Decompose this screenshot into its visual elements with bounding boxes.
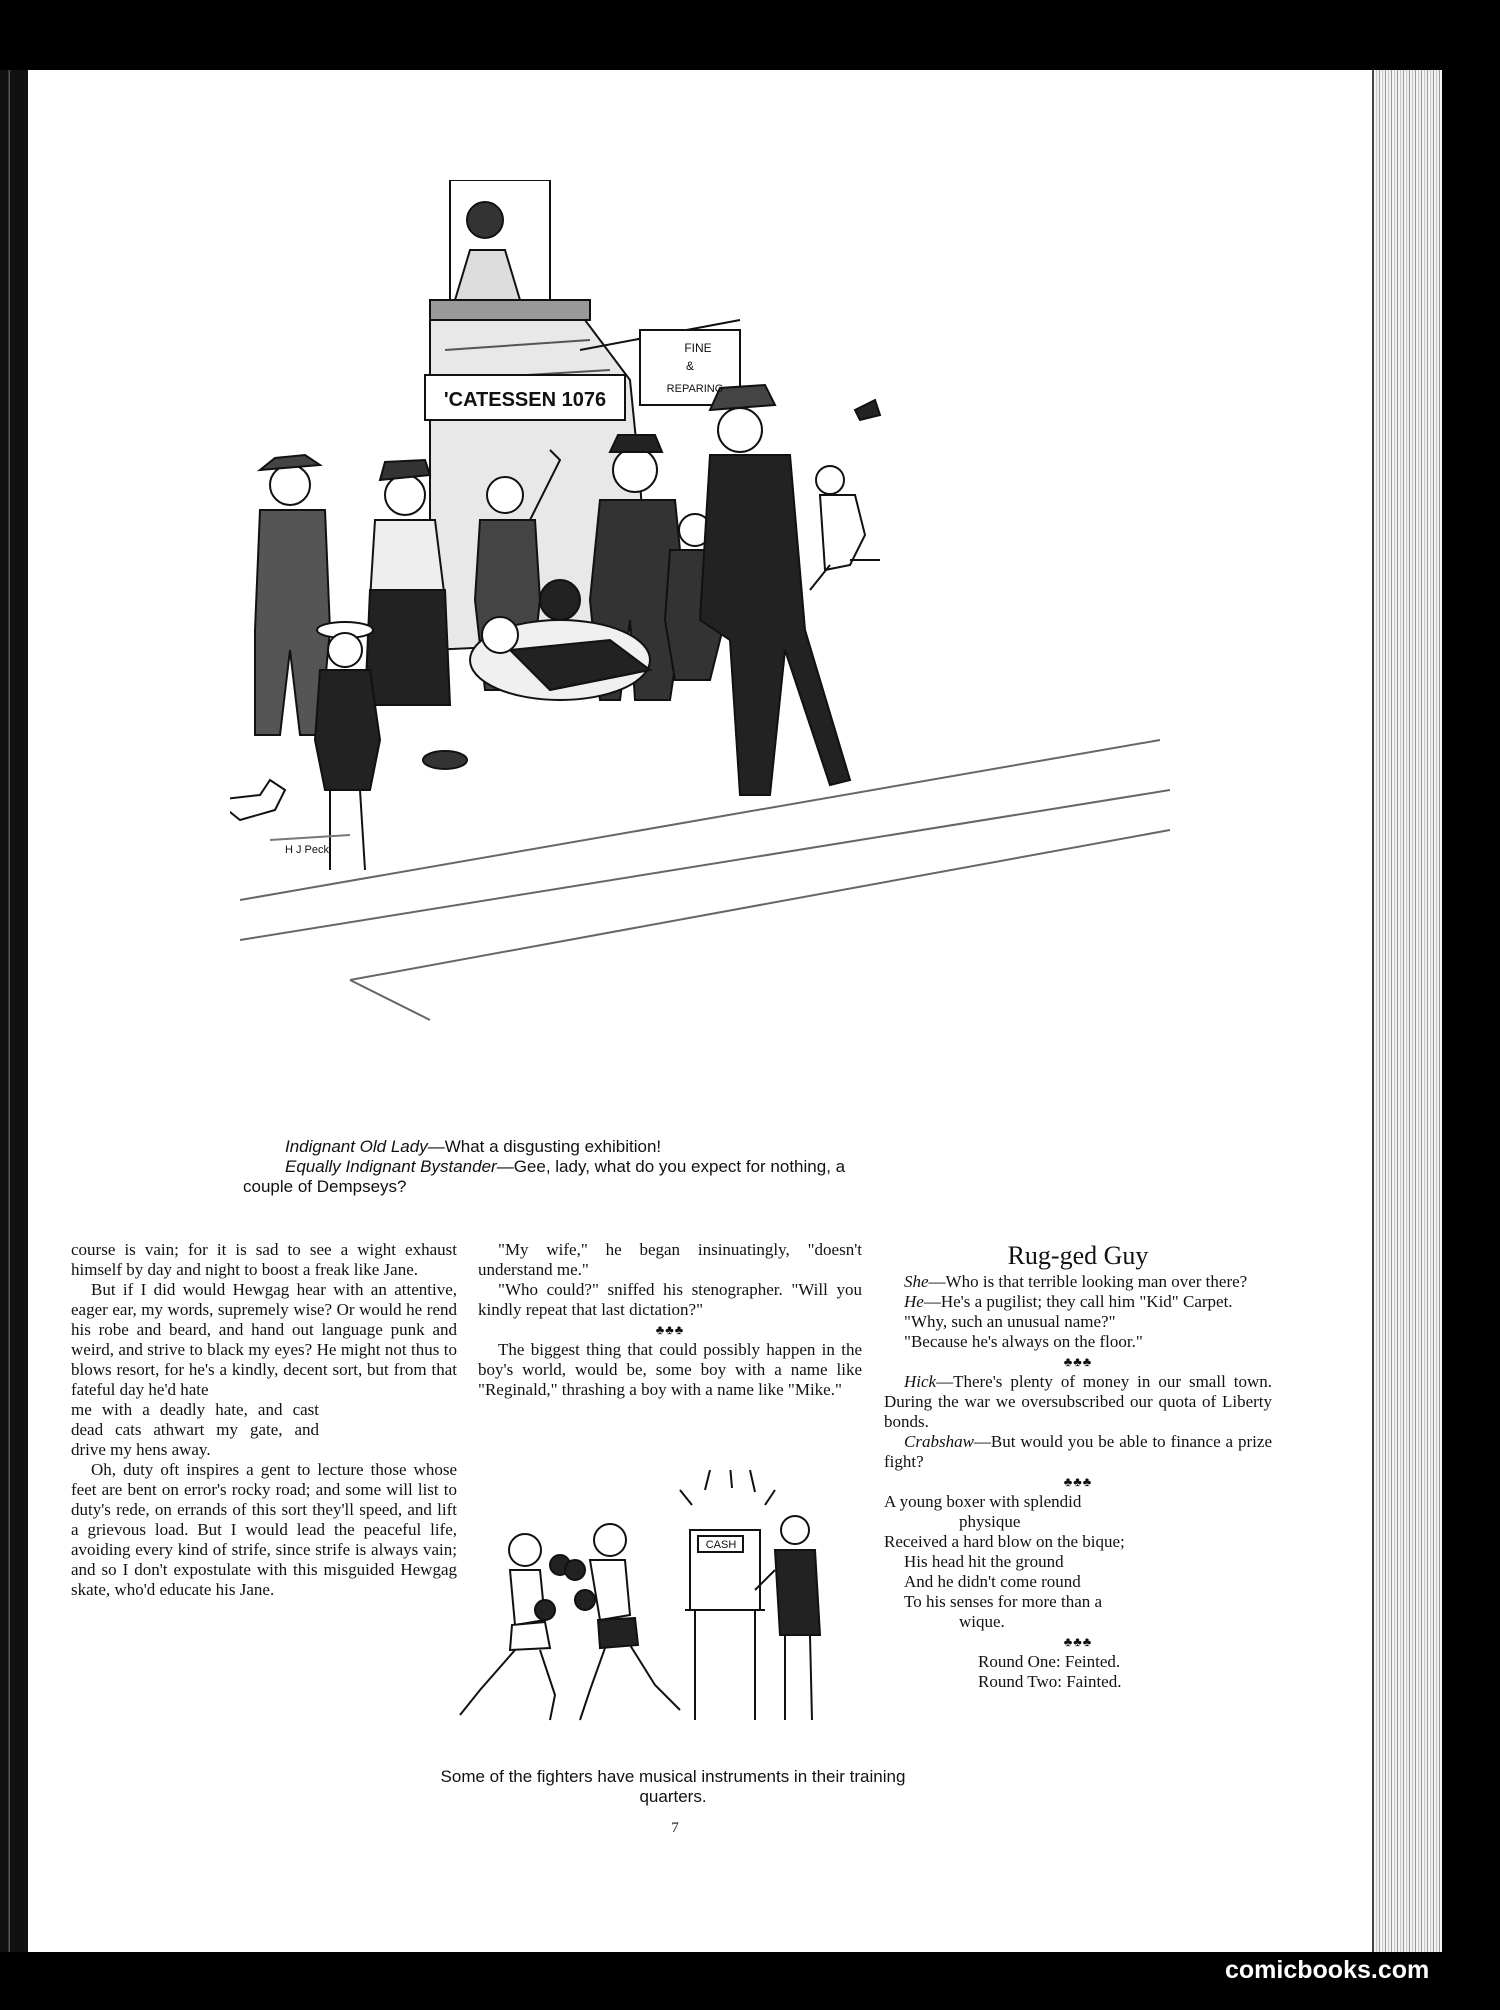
hick-line [884, 1372, 1272, 1432]
col2-paragraph-2: "Who could?" sniffed his stenographer. "Will you kindly repeat that last dictation?" [478, 1280, 862, 1319]
limerick-line-3: Received a hard blow on the bique; [884, 1532, 1125, 1551]
answer-line: "Because he's always on the floor." [904, 1332, 1143, 1351]
cartoon-caption [243, 1137, 1113, 1197]
cash-register-label: CASH [705, 1539, 737, 1551]
hick-speaker: Hick [904, 1372, 937, 1391]
crabshaw-text: —But would you be able to finance a prize fight? [884, 1432, 1272, 1471]
col1-paragraph-2b: me with a deadly hate, and cast dead cats athwart my gate, and drive my hens away. [71, 1400, 319, 1459]
boxing-cartoon [440, 1470, 840, 1745]
col1-paragraph-2a: But if I did would Hewgag hear with an attentive, eager ear, my words, supremely wise? Or would he rend his robe and beard, and hand out language punk and weird, and strive to black my eyes? He might not thus to blows resort, for he's a kindly, decent sort, but from that fateful day he'd hate [71, 1280, 457, 1399]
limerick-line-4: His head hit the ground [904, 1552, 1064, 1571]
caption-line-2 [243, 1157, 1113, 1177]
deli-sign-text: 'CATESSEN 1076 [443, 389, 607, 411]
she-text: —Who is that terrible looking man over there? [928, 1272, 1248, 1291]
limerick [884, 1492, 1272, 1632]
book-page-edges [1372, 70, 1442, 1952]
col1-paragraph-1: course is vain; for it is sad to see a wight exhaust himself by day and night to boost a freak like Jane. [71, 1240, 457, 1279]
caption-line-1 [243, 1137, 1113, 1157]
street-fight-cartoon [230, 180, 1170, 1115]
limerick-line-7: wique. [959, 1612, 1005, 1631]
hick-text: —There's plenty of money in our small town. During the war we oversubscribed our quota of Liberty bonds. [884, 1372, 1272, 1431]
round-two-line: Round Two: Fainted. [978, 1672, 1122, 1691]
caption-text-2: —Gee, lady, what do you expect for nothing, a [496, 1157, 846, 1176]
book-spine-left [0, 70, 28, 1952]
col3-separator-3: ♣♣♣ [1063, 1634, 1093, 1649]
he-text: —He's a pugilist; they call him "Kid" Carpet. [923, 1292, 1233, 1311]
caption-line-3: couple of Dempseys? [243, 1177, 407, 1196]
shop-sign-text-3: REPARING [666, 383, 724, 395]
street-fight-illustration [230, 180, 1170, 1115]
he-line [884, 1292, 1272, 1312]
column-1 [71, 1240, 457, 1600]
col1-paragraph-3: Oh, duty oft inspires a gent to lecture those whose feet are bent on error's rocky road; and some will list to duty's rede, on errands of this sort they'll speed, and lift a grievous load. But I would lead the peaceful life, avoiding every kind of strife, since strife is always vain; and so I don't expostulate with this misguided Hewgag skate, who'd educate his Jane. [71, 1460, 457, 1599]
artist-signature: H J Peck [285, 844, 330, 856]
column-3 [884, 1240, 1272, 1692]
site-watermark: comicbooks.com [1225, 1956, 1430, 1984]
page-number: 7 [671, 1820, 679, 1836]
boxing-illustration [440, 1470, 840, 1745]
column-2 [478, 1240, 862, 1400]
col3-separator-1: ♣♣♣ [1063, 1354, 1093, 1369]
question-line: "Why, such an unusual name?" [904, 1312, 1116, 1331]
caption-text-1: —What a disgusting exhibition! [427, 1137, 662, 1156]
limerick-line-2: physique [959, 1512, 1021, 1531]
limerick-line-1: A young boxer with splendid [884, 1492, 1082, 1511]
boxing-caption: Some of the fighters have musical instruments in their training quarters. [440, 1767, 906, 1806]
caption-speaker-2: Equally Indignant Bystander [285, 1157, 497, 1176]
she-speaker: She [904, 1272, 929, 1291]
crabshaw-line [884, 1432, 1272, 1472]
he-speaker: He [904, 1292, 924, 1311]
she-line [884, 1272, 1272, 1292]
crabshaw-speaker: Crabshaw [904, 1432, 974, 1451]
col3-separator-2: ♣♣♣ [1063, 1474, 1093, 1489]
col2-separator: ♣♣♣ [655, 1322, 685, 1337]
caption-speaker-1: Indignant Old Lady [285, 1137, 428, 1156]
shop-sign-text-1: FINE [684, 341, 712, 355]
limerick-line-5: And he didn't come round [904, 1572, 1081, 1591]
col2-paragraph-1: "My wife," he began insinuatingly, "doesn't understand me." [478, 1240, 862, 1279]
col2-paragraph-3: The biggest thing that could possibly happen in the boy's world, would be, some boy with a name like "Reginald," thrashing a boy with a name like "Mike." [478, 1340, 862, 1399]
shop-sign-text-2: & [685, 359, 695, 373]
rugged-guy-heading: Rug-ged Guy [1007, 1241, 1149, 1270]
limerick-line-6: To his senses for more than a [904, 1592, 1103, 1611]
round-one-line: Round One: Feinted. [978, 1652, 1121, 1671]
